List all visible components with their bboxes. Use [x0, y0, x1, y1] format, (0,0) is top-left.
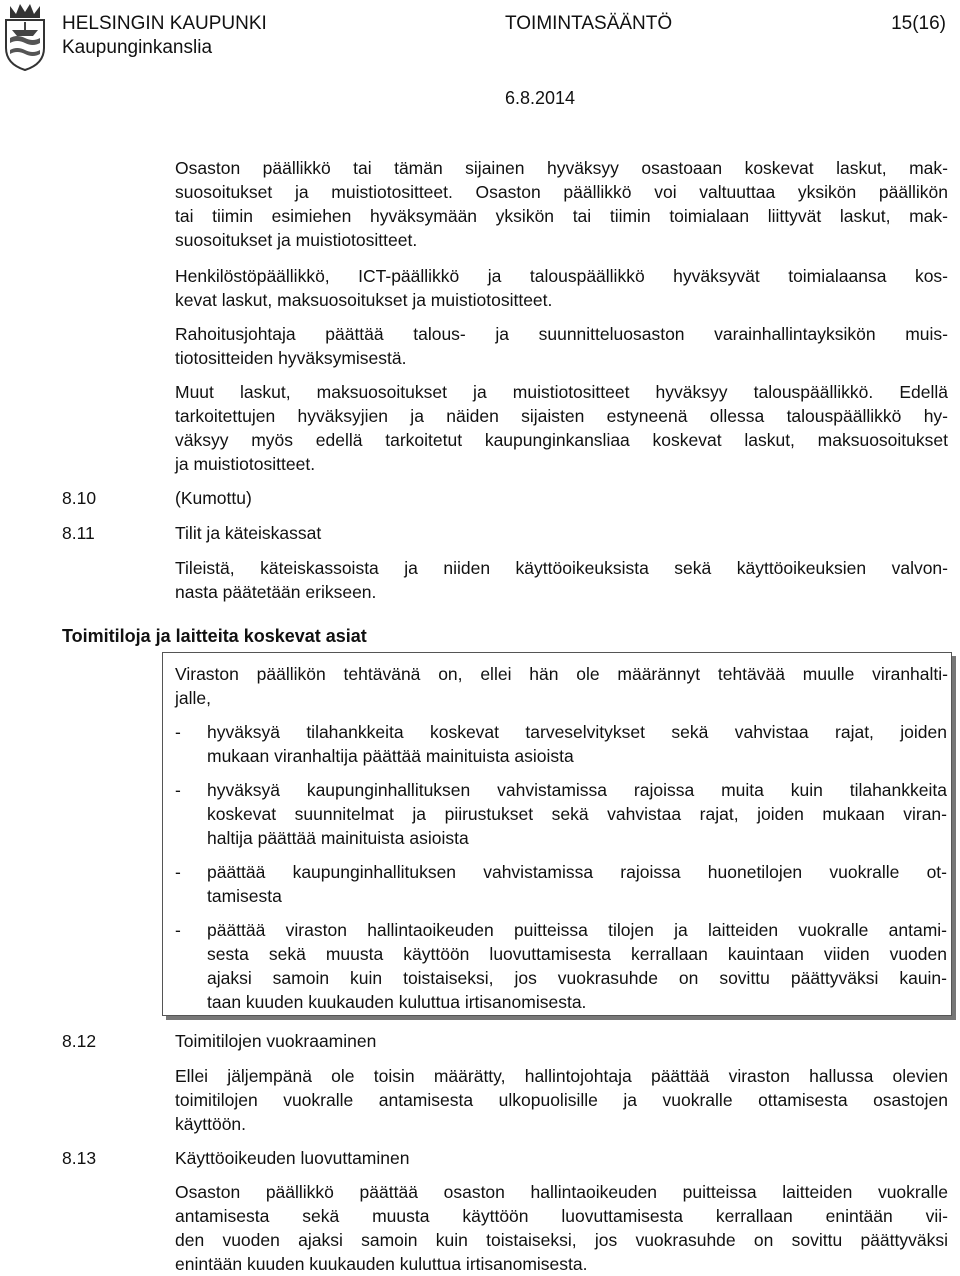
list-item-plans-drawings: hyväksyä kaupunginhallituksen vahvistamissa rajoissa muita kuin tilahankkeita koskevat suunnitelmat ja piirustukset sekä vahvistaa rajat, joiden mukaan viran- haltija päättää mainituista asioista [207, 780, 947, 848]
document-type: TOIMINTASÄÄNTÖ [505, 13, 673, 34]
section-number-8-12: 8.12 [62, 1031, 97, 1051]
unit-name: Kaupunginkanslia [62, 37, 213, 58]
section-number-8-10: 8.10 [62, 488, 97, 508]
list-item-leasing-out: päättää viraston hallintaoikeuden puitteissa tilojen ja laitteiden vuokralle antami- sesta sekä muusta käyttöön luovuttamisesta kerrallaan kauintaan viiden vuoden ajaksi samoin kuin toistaiseksi, jos vuokrasuhde on sovittu päättyväksi kauin- taan kuuden kuukauden kuluttua irtisanomisesta. [207, 920, 947, 1012]
section-number-8-13: 8.13 [62, 1148, 97, 1168]
organization-name: HELSINGIN KAUPUNKI [62, 13, 267, 34]
box-intro: Viraston päällikön tehtävänä on, ellei hän ole määrännyt tehtävää muulle viranhalti- jalle, [175, 664, 948, 708]
list-item-space-needs: hyväksyä tilahankkeita koskevat tarveselvitykset sekä vahvistaa rajat, joiden mukaan viranhaltija päättää mainituista asioista [207, 722, 947, 766]
paragraph-other-invoices: Muut laskut, maksuosoitukset ja muistiotositteet hyväksyy talouspäällikkö. Edellä tarkoitettujen hyväksyjien ja näiden sijaisten estyneenä ollessa talouspäällikkö hy- väksyy myös edellä tarkoitetut kaupunginkansliaa koskevat laskut, maksuosoitukset ja muistiotositteet. [175, 382, 948, 474]
section-title-8-12: Toimitilojen vuokraaminen [175, 1031, 377, 1051]
list-bullet: - [175, 862, 181, 882]
section-title-8-10: (Kumottu) [175, 488, 252, 508]
section-title-8-13: Käyttöoikeuden luovuttaminen [175, 1148, 410, 1168]
helsinki-coat-of-arms-logo [2, 0, 48, 72]
list-bullet: - [175, 780, 181, 800]
section-body-8-12: Ellei jäljempänä ole toisin määrätty, hallintojohtaja päättää viraston hallussa olevien toimitilojen vuokralle antamisesta ulkopuolisille ja vuokralle ottamisesta osastojen käyttöön. [175, 1066, 948, 1134]
paragraph-managers-approval: Henkilöstöpäällikkö, ICT-päällikkö ja talouspäällikkö hyväksyvät toimialaansa kos- kevat laskut, maksuosoitukset ja muistiotositteet. [175, 266, 948, 310]
page-number: 15(16) [891, 13, 946, 34]
list-item-renting-premises: päättää kaupunginhallituksen vahvistamissa rajoissa huonetilojen vuokralle ot- tamisesta [207, 862, 947, 906]
section-title-8-11: Tilit ja käteiskassat [175, 523, 322, 543]
list-bullet: - [175, 920, 181, 940]
section-body-8-13: Osaston päällikkö päättää osaston hallintaoikeuden puitteissa laitteiden vuokralle antamisesta sekä muusta käyttöön luovuttamisesta kerrallaan enintään vii- den vuoden ajaksi samoin kuin toistaiseksi, jos vuokrasuhde on sovittu päättyväksi enintään kuuden kuukauden kuluttua irtisanomisesta. [175, 1182, 948, 1274]
paragraph-approval-by-department-head: Osaston päällikkö tai tämän sijainen hyväksyy osastoaan koskevat laskut, mak- suosoitukset ja muistiotositteet. Osaston päällikkö voi valtuuttaa yksikön päällikön tai tiimin esimiehen hyväksymään yksikön tai tiimin toimialaan liittyvät laskut, mak- suosoitukset ja muistiotositteet. [175, 158, 948, 250]
list-bullet: - [175, 722, 181, 742]
document-date: 6.8.2014 [505, 88, 576, 108]
section-number-8-11: 8.11 [62, 523, 95, 543]
paragraph-finance-director: Rahoitusjohtaja päättää talous- ja suunnitteluosaston varainhallintayksikön muis- tiotositteiden hyväksymisestä. [175, 324, 948, 368]
section-heading-facilities: Toimitiloja ja laitteita koskevat asiat [62, 626, 367, 646]
section-body-8-11: Tileistä, käteiskassoista ja niiden käyttöoikeuksista sekä käyttöoikeuksien valvon- nasta päätetään erikseen. [175, 558, 948, 602]
